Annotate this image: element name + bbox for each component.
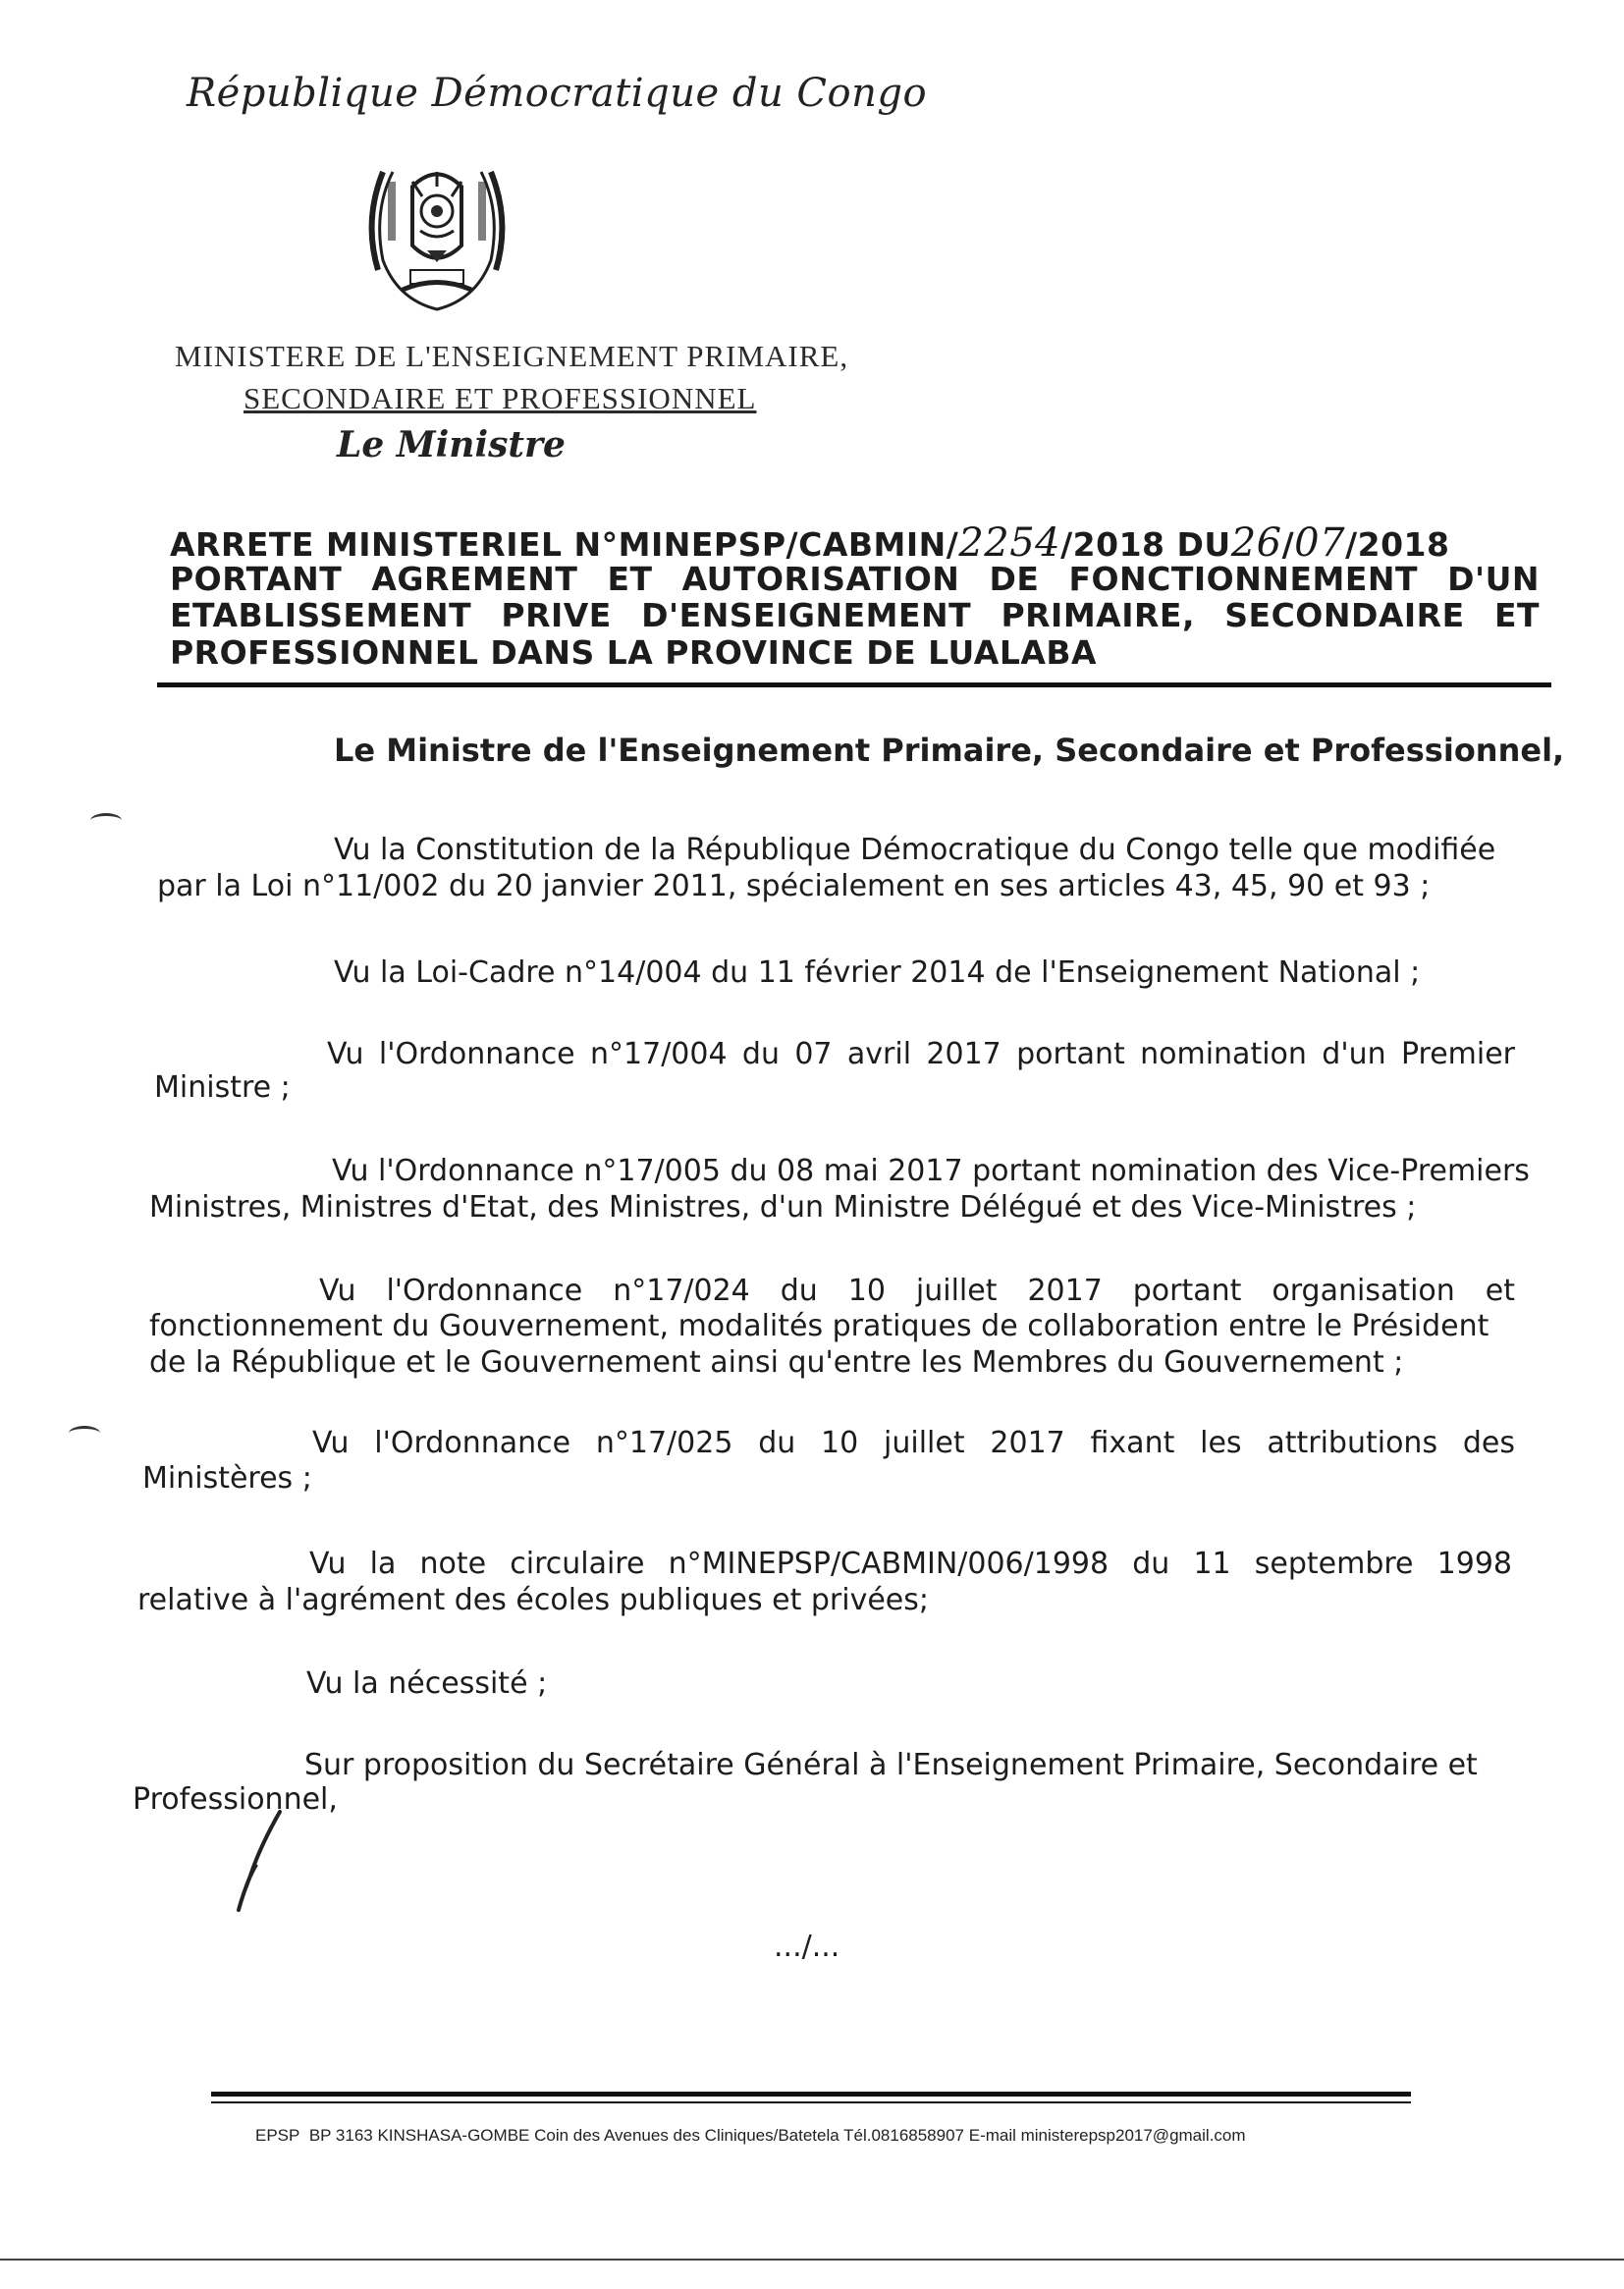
coat-of-arms-icon bbox=[353, 152, 520, 319]
arrete-title-line-3: ETABLISSEMENT PRIVE D'ENSEIGNEMENT PRIMAIRE, SECONDAIRE ET bbox=[170, 596, 1540, 634]
consideration-1-line-1: Vu la Constitution de la République Démocratique du Congo telle que modifiée bbox=[334, 833, 1496, 867]
arrete-year-du: /2018 DU bbox=[1060, 525, 1231, 564]
handwritten-number: 2254 bbox=[958, 520, 1061, 566]
arrete-title-line-2: PORTANT AGREMENT ET AUTORISATION DE FONCTIONNEMENT D'UN bbox=[170, 560, 1540, 598]
footer-address bbox=[255, 2126, 1246, 2146]
consideration-3-line-2: Ministre ; bbox=[154, 1070, 291, 1105]
minister-heading: Le Ministre de l'Enseignement Primaire, Secondaire et Professionnel, bbox=[334, 732, 1565, 769]
footer-address-text: BP 3163 KINSHASA-GOMBE Coin des Avenues des Cliniques/Batetela Tél.0816858907 E-mail ministerepsp2017@gmail.com bbox=[308, 2126, 1246, 2145]
consideration-7-line-2: relative à l'agrément des écoles publiques et privées; bbox=[137, 1583, 930, 1617]
consideration-8-line-1: Vu la nécessité ; bbox=[306, 1666, 548, 1701]
consideration-5-line-1: Vu l'Ordonnance n°17/024 du 10 juillet 2017 portant organisation et bbox=[319, 1274, 1515, 1308]
consideration-3-line-1: Vu l'Ordonnance n°17/004 du 07 avril 2017 portant nomination d'un Premier bbox=[327, 1037, 1515, 1071]
footer-prefix: EPSP bbox=[255, 2126, 300, 2145]
arrete-date-year: /2018 bbox=[1345, 525, 1450, 564]
consideration-6-line-1: Vu l'Ordonnance n°17/025 du 10 juillet 2017 fixant les attributions des bbox=[312, 1426, 1515, 1460]
consideration-5-line-3: de la République et le Gouvernement ainsi qu'entre les Membres du Gouvernement ; bbox=[149, 1345, 1404, 1380]
republic-heading: République Démocratique du Congo bbox=[187, 71, 928, 116]
title-divider bbox=[157, 682, 1551, 687]
arrete-title-line-4: PROFESSIONNEL DANS LA PROVINCE DE LUALABA bbox=[170, 633, 1098, 672]
ministry-line-2: SECONDAIRE ET PROFESSIONNEL bbox=[244, 381, 757, 415]
consideration-7-line-1: Vu la note circulaire n°MINEPSP/CABMIN/006/1998 du 11 septembre 1998 bbox=[309, 1547, 1512, 1581]
consideration-4-line-2: Ministres, Ministres d'Etat, des Ministres, d'un Ministre Délégué et des Vice-Ministres ; bbox=[149, 1190, 1417, 1225]
margin-mark bbox=[90, 813, 122, 828]
page-bottom-edge bbox=[0, 2259, 1624, 2261]
arrete-prefix: ARRETE MINISTERIEL N°MINEPSP/CABMIN/ bbox=[170, 525, 959, 564]
consideration-5-line-2: fonctionnement du Gouvernement, modalités pratiques de collaboration entre le Président bbox=[149, 1309, 1489, 1343]
le-ministre-heading: Le Ministre bbox=[337, 424, 566, 465]
handwritten-day: 26 bbox=[1230, 520, 1282, 566]
consideration-4-line-1: Vu l'Ordonnance n°17/005 du 08 mai 2017 portant nomination des Vice-Premiers bbox=[332, 1154, 1530, 1188]
handwritten-month: 07 bbox=[1294, 520, 1346, 566]
handwritten-paraph bbox=[221, 1807, 299, 1915]
footer-rule-thin bbox=[211, 2101, 1411, 2103]
arrete-date-separator: / bbox=[1281, 525, 1295, 564]
consideration-2-line-1: Vu la Loi-Cadre n°14/004 du 11 février 2014 de l'Enseignement National ; bbox=[334, 955, 1421, 990]
ministry-line-1: MINISTERE DE L'ENSEIGNEMENT PRIMAIRE, bbox=[175, 339, 849, 373]
consideration-9-line-1: Sur proposition du Secrétaire Général à l'Enseignement Primaire, Secondaire et bbox=[304, 1748, 1478, 1782]
consideration-6-line-2: Ministères ; bbox=[142, 1461, 312, 1496]
margin-mark bbox=[69, 1426, 100, 1441]
arrete-title-line-1 bbox=[170, 520, 1540, 566]
footer-rule bbox=[211, 2092, 1411, 2097]
consideration-9-line-2: Professionnel, bbox=[133, 1782, 338, 1817]
continuation-mark: .../... bbox=[774, 1930, 840, 1964]
consideration-1-line-2: par la Loi n°11/002 du 20 janvier 2011, spécialement en ses articles 43, 45, 90 et 93 ; bbox=[157, 869, 1431, 903]
